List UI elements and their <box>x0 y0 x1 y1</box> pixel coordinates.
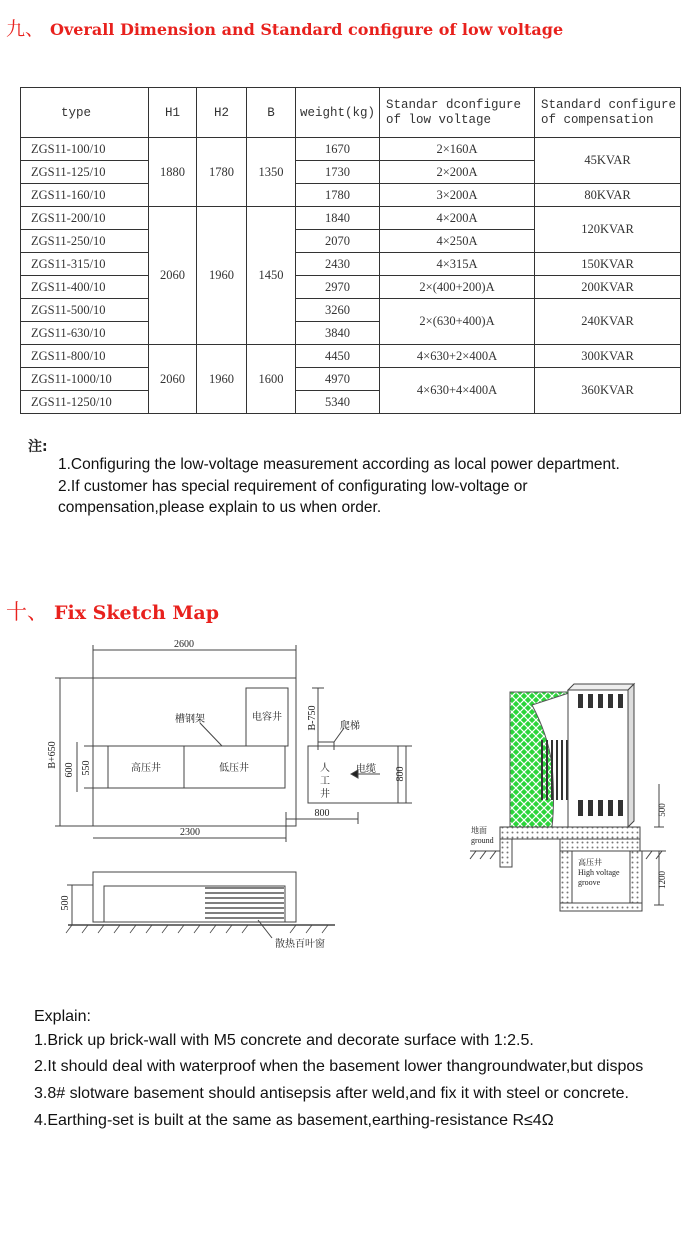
header-lv-config-line2: of low voltage <box>386 112 492 127</box>
model-cell: ZGS11-200/10 <box>21 207 149 230</box>
dim-b650: B+650 <box>47 741 58 769</box>
header-lv-config <box>380 88 535 138</box>
model-cell: ZGS11-800/10 <box>21 345 149 368</box>
table-row <box>21 345 681 368</box>
dim-2600: 2600 <box>174 639 194 650</box>
b-cell: 1350 <box>247 138 296 207</box>
compensation-cell: 120KVAR <box>535 207 681 253</box>
header-h2: H2 <box>197 88 247 138</box>
fix-sketch-drawing <box>0 625 700 975</box>
label-capacitor-well: 电容井 <box>252 712 282 723</box>
compensation-cell: 80KVAR <box>535 184 681 207</box>
weight-cell: 4970 <box>296 368 380 391</box>
config-cell: 4×250A <box>380 230 535 253</box>
table-row <box>21 368 681 391</box>
compensation-cell: 360KVAR <box>535 368 681 414</box>
model-cell: ZGS11-1250/10 <box>21 391 149 414</box>
side-elevation <box>67 872 335 938</box>
header-comp-line2: of compensation <box>541 112 654 127</box>
label-ground-cn: 地面 <box>471 826 487 835</box>
label-ladder: 爬梯 <box>340 721 360 732</box>
dim-500-right: 500 <box>657 803 667 817</box>
weight-cell: 2070 <box>296 230 380 253</box>
weight-cell: 1840 <box>296 207 380 230</box>
config-cell: 4×315A <box>380 253 535 276</box>
weight-cell: 3260 <box>296 299 380 322</box>
dim-1200: 1200 <box>657 871 667 889</box>
weight-cell: 1780 <box>296 184 380 207</box>
config-cell: 4×630+4×400A <box>380 368 535 414</box>
label-ground-en: ground <box>471 836 494 845</box>
dim-2300: 2300 <box>180 827 200 838</box>
dim-600: 600 <box>64 762 75 778</box>
model-cell: ZGS11-630/10 <box>21 322 149 345</box>
explain-item: 1.Brick up brick-wall with M5 concrete and decorate surface with 1:2.5. <box>34 1032 534 1049</box>
explain-item: 2.It should deal with waterproof when the basement lower thangroundwater,but dispos <box>34 1058 644 1075</box>
header-compensation <box>535 88 681 138</box>
weight-cell: 3840 <box>296 322 380 345</box>
compensation-cell: 45KVAR <box>535 138 681 184</box>
table-row <box>21 207 681 230</box>
note-item: 1.Configuring the low-voltage measurement according as local power department. <box>58 456 620 473</box>
model-cell: ZGS11-125/10 <box>21 161 149 184</box>
compensation-cell: 150KVAR <box>535 253 681 276</box>
table-row <box>21 276 681 299</box>
table-row <box>21 253 681 276</box>
dim-800-bottom: 800 <box>314 808 330 819</box>
label-louver: 散热百叶窗 <box>275 939 325 950</box>
weight-cell: 2970 <box>296 276 380 299</box>
compensation-cell: 200KVAR <box>535 276 681 299</box>
dim-550: 550 <box>81 760 92 776</box>
label-manhole-2: 工 <box>320 776 330 787</box>
label-hv-well: 高压井 <box>131 763 161 774</box>
h2-cell: 1960 <box>197 345 247 414</box>
model-cell: ZGS11-100/10 <box>21 138 149 161</box>
notes-label: 注: <box>28 439 48 455</box>
section-title-sketch <box>6 596 219 626</box>
header-lv-config-line1: Standar dconfigure <box>386 97 522 112</box>
label-manhole-3: 井 <box>320 789 330 800</box>
header-weight: weight(kg) <box>296 88 380 138</box>
table-row <box>21 184 681 207</box>
model-cell: ZGS11-160/10 <box>21 184 149 207</box>
dim-b750: B-750 <box>307 705 318 731</box>
weight-cell: 2430 <box>296 253 380 276</box>
compensation-cell: 240KVAR <box>535 299 681 345</box>
h1-cell: 2060 <box>149 345 197 414</box>
h1-cell: 2060 <box>149 207 197 345</box>
explain-item: 4.Earthing-set is built at the same as basement,earthing-resistance R≤4Ω <box>34 1112 554 1129</box>
h2-cell: 1960 <box>197 207 247 345</box>
config-cell: 3×200A <box>380 184 535 207</box>
h2-cell: 1780 <box>197 138 247 207</box>
section-title-text: Overall Dimension and Standard configure of low voltage <box>50 20 564 39</box>
label-manhole-1: 人 <box>320 763 330 774</box>
b-cell: 1450 <box>247 207 296 345</box>
table-row <box>21 138 681 161</box>
label-lv-well: 低压井 <box>219 763 249 774</box>
model-cell: ZGS11-1000/10 <box>21 368 149 391</box>
table-header-row <box>21 88 681 138</box>
weight-cell: 4450 <box>296 345 380 368</box>
note-item: 2.If customer has special requirement of configurating low-voltage or compensation,please explain to us when order. <box>58 478 528 516</box>
model-cell: ZGS11-315/10 <box>21 253 149 276</box>
header-type: type <box>21 88 149 138</box>
section-title-text: Fix Sketch Map <box>54 602 220 624</box>
transformer-3d-view <box>470 684 666 911</box>
plan-view-labels <box>47 639 406 838</box>
label-cable: 电缆 <box>356 764 376 775</box>
b-cell: 1600 <box>247 345 296 414</box>
config-cell: 2×(400+200)A <box>380 276 535 299</box>
dim-500: 500 <box>60 895 71 911</box>
weight-cell: 5340 <box>296 391 380 414</box>
weight-cell: 1730 <box>296 161 380 184</box>
label-hv-groove-en2: groove <box>578 878 601 887</box>
model-cell: ZGS11-400/10 <box>21 276 149 299</box>
compensation-cell: 300KVAR <box>535 345 681 368</box>
config-cell: 4×200A <box>380 207 535 230</box>
model-cell: ZGS11-500/10 <box>21 299 149 322</box>
section-title-dimensions <box>6 14 563 41</box>
section-number: 九、 <box>6 18 45 40</box>
ground-hatch <box>66 925 328 933</box>
header-h1: H1 <box>149 88 197 138</box>
header-b: B <box>247 88 296 138</box>
dim-800-side: 800 <box>395 766 406 782</box>
table-row <box>21 299 681 322</box>
label-channel-steel: 槽钢架 <box>175 714 205 725</box>
config-cell: 2×200A <box>380 161 535 184</box>
config-cell: 2×160A <box>380 138 535 161</box>
header-comp-line1: Standard configure <box>541 97 677 112</box>
explain-title: Explain: <box>34 1008 91 1025</box>
section-number: 十、 <box>6 600 48 624</box>
spec-table <box>20 87 681 414</box>
weight-cell: 1670 <box>296 138 380 161</box>
explain-item: 3.8# slotware basement should antisepsis after weld,and fix it with steel or concrete. <box>34 1085 629 1102</box>
louver-window <box>205 888 284 918</box>
label-hv-groove-cn: 高压井 <box>578 858 602 867</box>
h1-cell: 1880 <box>149 138 197 207</box>
label-hv-groove-en1: High voltage <box>578 868 620 877</box>
config-cell: 2×(630+400)A <box>380 299 535 345</box>
config-cell: 4×630+2×400A <box>380 345 535 368</box>
plan-view <box>55 645 412 842</box>
model-cell: ZGS11-250/10 <box>21 230 149 253</box>
